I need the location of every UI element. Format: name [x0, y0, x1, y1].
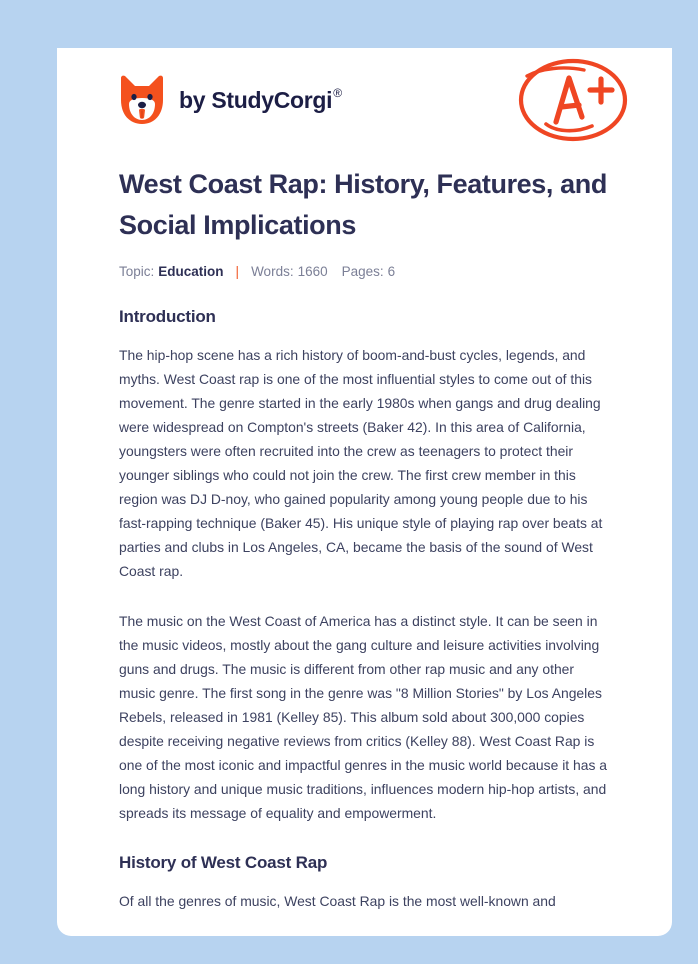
- section-heading: Introduction: [119, 307, 216, 326]
- corgi-face-icon: [119, 74, 165, 126]
- document-card: [57, 48, 672, 936]
- meta-separator: |: [235, 264, 240, 279]
- body-paragraph: Of all the genres of music, West Coast Rap is the most well-known and: [119, 893, 556, 909]
- body-paragraph: The hip-hop scene has a rich history of boom-and-bust cycles, legends, and myths. West Coast rap is one of the most influential styles to come out of this movement. The genre started in the early 1980s when gangs and drug dealing were widespread on Compton's streets (Baker 42). In this area of California, youngsters were often recruited into the crew as teenagers to protect their younger siblings who could not join the crew. The first crew member in this region was DJ D-noy, who gained popularity among young people due to his fast-rapping technique (Baker 45). His unique style of playing rap over beats at parties and clubs in Los Angeles, CA, became the basis of the sound of West Coast rap.: [119, 347, 603, 579]
- meta-topic-label: Topic:: [119, 264, 155, 279]
- body-paragraph: The music on the West Coast of America has a distinct style. It can be seen in the music videos, mostly about the gang culture and leisure activities involving guns and drugs. The music is different from other rap music and any other music genre. The first song in the genre was "8 Million Stories" by Los Angeles Rebels, released in 1981 (Kelley 85). This album sold about 300,000 copies despite receiving negative reviews from critics (Kelley 88). West Coast Rap is one of the most iconic and impactful genres in the music world because it has a long history and unique music traditions, influences modern hip-hop artists, and spreads its message of equality and empowerment.: [119, 613, 607, 821]
- a-plus-grade-icon: [512, 54, 634, 146]
- meta-pages-label: Pages:: [341, 264, 384, 279]
- brand-logo-group[interactable]: [119, 74, 341, 126]
- meta-words-label: Words:: [251, 264, 294, 279]
- brand-name: [179, 85, 342, 113]
- registered-trademark-icon: ®: [333, 85, 342, 100]
- section-heading: History of West Coast Rap: [119, 853, 328, 872]
- meta-words-value: 1660: [297, 264, 328, 279]
- brand-name-text: by StudyCorgi: [179, 86, 333, 113]
- page-title: West Coast Rap: History, Features, and Social Implications: [119, 169, 607, 240]
- document-meta: [119, 264, 610, 279]
- meta-pages-value: 6: [387, 264, 396, 279]
- meta-topic-value[interactable]: Education: [158, 264, 224, 279]
- brand-header: [119, 48, 610, 152]
